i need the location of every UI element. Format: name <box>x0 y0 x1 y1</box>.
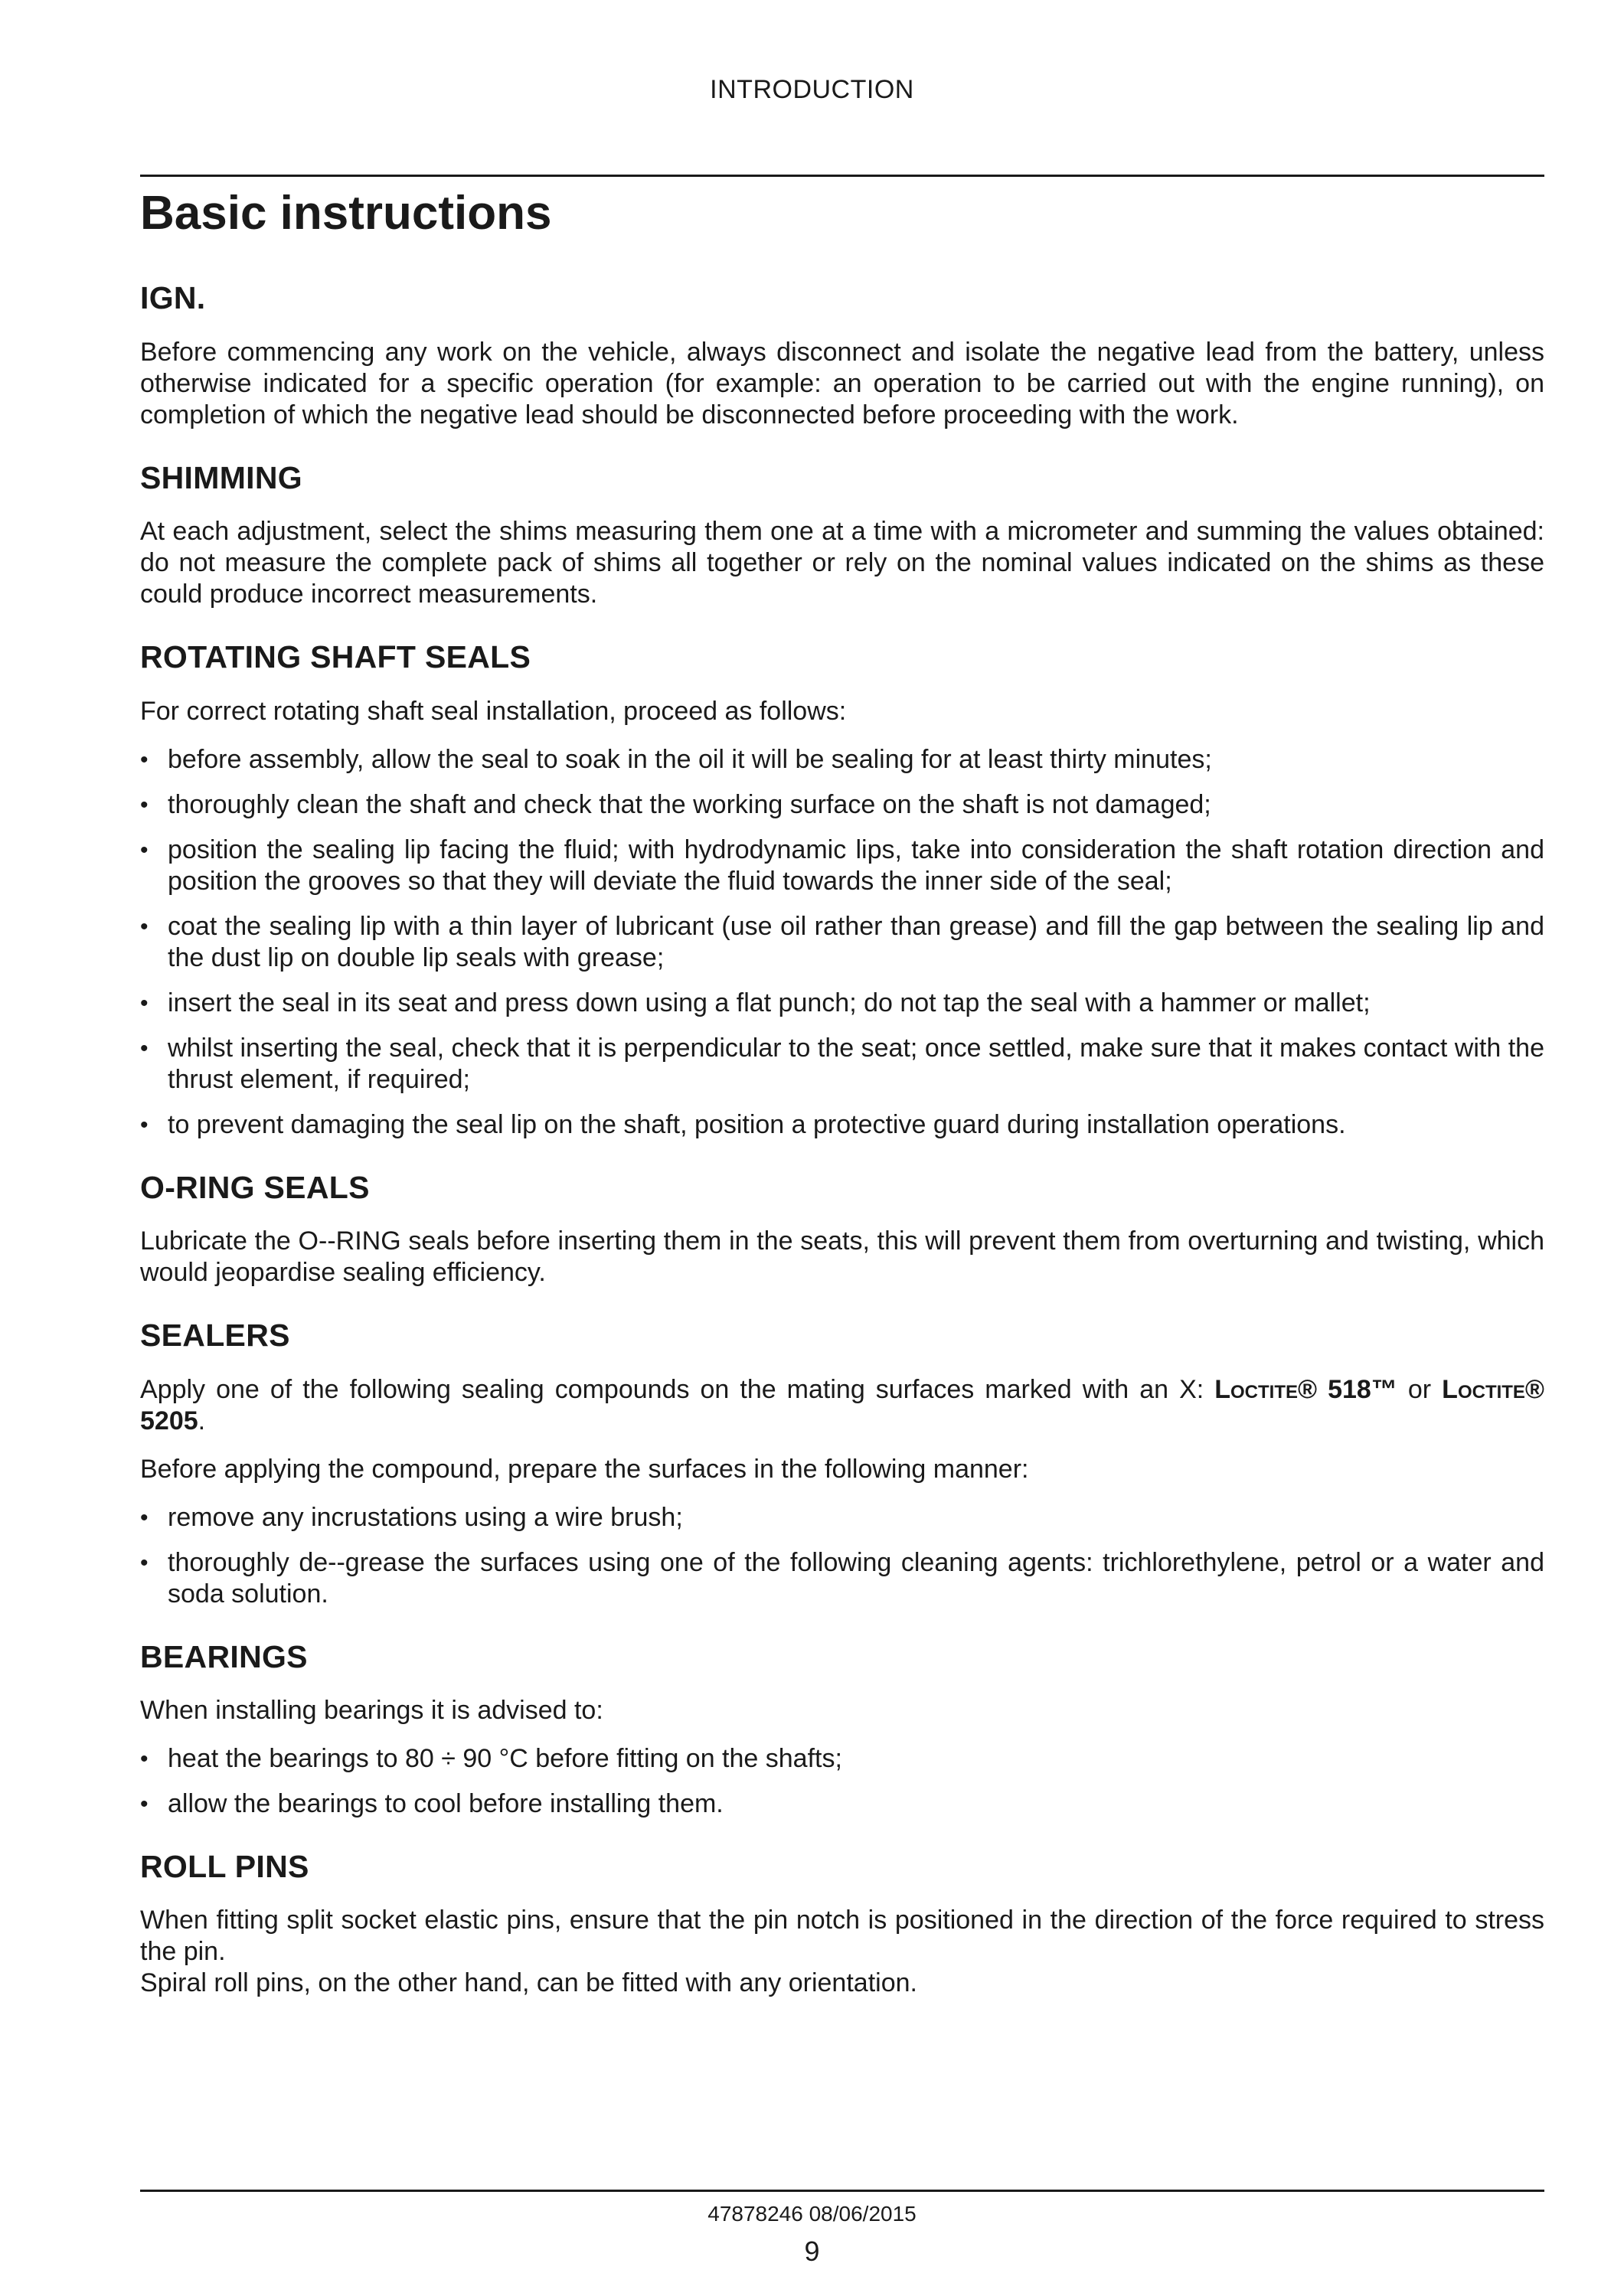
list-item <box>140 1109 1544 1141</box>
bullet-icon: • <box>140 1504 149 1530</box>
conjunction-text: or <box>1397 1374 1443 1404</box>
list-item <box>140 1502 1544 1533</box>
section-roll-pins <box>140 1844 1544 1999</box>
bullet-list <box>140 1502 1544 1610</box>
page-title: Basic instructions <box>140 187 552 240</box>
bullet-icon: • <box>140 746 149 772</box>
section-shimming <box>140 456 1544 610</box>
paragraph: At each adjustment, select the shims measuring them one at a time with a micrometer and summing the values obtained: do not measure the complete pack of shims all together or rely on the nominal values indicated on the shims as these could produce incorrect measurements. <box>140 517 1544 609</box>
section-heading: SEALERS <box>140 1318 290 1354</box>
list-item <box>140 789 1544 821</box>
bullet-icon: • <box>140 1791 149 1818</box>
page-content <box>140 175 1544 2023</box>
list-item-text: before assembly, allow the seal to soak in the oil it will be sealing for at least thirty minutes; <box>168 744 1212 774</box>
bullet-icon: • <box>140 990 149 1016</box>
list-item-text: to prevent damaging the seal lip on the shaft, position a protective guard during installation operations. <box>168 1109 1346 1139</box>
bullet-icon: • <box>140 1112 149 1138</box>
product-name: Loctite® 518™ <box>1214 1374 1397 1404</box>
paragraph: Before applying the compound, prepare the surfaces in the following manner: <box>140 1454 1029 1484</box>
bullet-icon: • <box>140 1035 149 1061</box>
paragraph: For correct rotating shaft seal installation, proceed as follows: <box>140 696 847 726</box>
list-item-text: coat the sealing lip with a thin layer of lubricant (use oil rather than grease) and fill the gap between the sealing lip and the dust lip on double lip seals with grease; <box>168 911 1544 972</box>
bullet-icon: • <box>140 1746 149 1772</box>
list-item-text: heat the bearings to 80 ÷ 90 °C before fitting on the shafts; <box>168 1744 842 1774</box>
footer-rule <box>140 2190 1544 2192</box>
section-sealers <box>140 1313 1544 1609</box>
list-item <box>140 1033 1544 1096</box>
list-item <box>140 834 1544 897</box>
section-heading: ROTATING SHAFT SEALS <box>140 639 531 675</box>
footer-doc-code: 47878246 08/06/2015 <box>707 2202 917 2226</box>
bullet-icon: • <box>140 1550 149 1576</box>
bullet-icon: • <box>140 792 149 818</box>
bullet-list <box>140 744 1544 1141</box>
section-o-ring-seals <box>140 1165 1544 1288</box>
section-heading: ROLL PINS <box>140 1849 309 1885</box>
list-item <box>140 911 1544 974</box>
section-bearings <box>140 1635 1544 1820</box>
list-item <box>140 988 1544 1019</box>
sealers-apply-text: Apply one of the following sealing compounds on the mating surfaces marked with an X: <box>140 1374 1215 1404</box>
section-heading: O-RING SEALS <box>140 1169 370 1205</box>
paragraph <box>140 1905 1544 1999</box>
section-heading: SHIMMING <box>140 459 302 495</box>
sentence-end: . <box>198 1406 206 1435</box>
list-item-text: thoroughly de--grease the surfaces using one of the following cleaning agents: trichlorethylene, petrol or a water and soda solution. <box>168 1547 1544 1609</box>
list-item-text: thoroughly clean the shaft and check that the working surface on the shaft is not damaged; <box>168 789 1211 819</box>
list-item-text: position the sealing lip facing the fluid; with hydrodynamic lips, take into consideration the shaft rotation direction and position the grooves so that they will deviate the fluid towards the inner side of the seal; <box>168 834 1544 896</box>
bullet-icon: • <box>140 913 149 939</box>
section-ign <box>140 276 1544 430</box>
list-item-text: whilst inserting the seal, check that it is perpendicular to the seat; once settled, make sure that it makes contact with the thrust element, if required; <box>168 1033 1544 1094</box>
bullet-icon: • <box>140 837 149 863</box>
bullet-list <box>140 1743 1544 1820</box>
paragraph <box>140 1374 1544 1437</box>
section-rotating-shaft-seals <box>140 635 1544 1140</box>
product-name: Loctite® 5205 <box>140 1374 1544 1435</box>
list-item <box>140 744 1544 776</box>
list-item <box>140 1743 1544 1775</box>
paragraph: Lubricate the O--RING seals before inserting them in the seats, this will prevent them from overturning and twisting, which would jeopardise sealing efficiency. <box>140 1226 1544 1288</box>
list-item-text: insert the seal in its seat and press down using a flat punch; do not tap the seal with a hammer or mallet; <box>168 988 1371 1017</box>
paragraph-line: Spiral roll pins, on the other hand, can be fitted with any orientation. <box>140 1968 917 1998</box>
paragraph-line: When fitting split socket elastic pins, ensure that the pin notch is positioned in the direction of the force required to stress the pin. <box>140 1906 1544 1967</box>
list-item <box>140 1788 1544 1820</box>
paragraph: Before commencing any work on the vehicle, always disconnect and isolate the negative lead from the battery, unless otherwise indicated for a specific operation (for example: an operation to be carried out with the engine running), on completion of which the negative lead should be disconnected before proceeding with the work. <box>140 337 1544 429</box>
page-number: 9 <box>804 2236 820 2267</box>
section-heading: BEARINGS <box>140 1638 308 1674</box>
list-item <box>140 1547 1544 1610</box>
list-item-text: allow the bearings to cool before installing them. <box>168 1789 724 1819</box>
section-heading: IGN. <box>140 280 206 316</box>
paragraph: When installing bearings it is advised to: <box>140 1696 603 1726</box>
list-item-text: remove any incrustations using a wire brush; <box>168 1502 683 1532</box>
running-header: INTRODUCTION <box>710 75 914 104</box>
